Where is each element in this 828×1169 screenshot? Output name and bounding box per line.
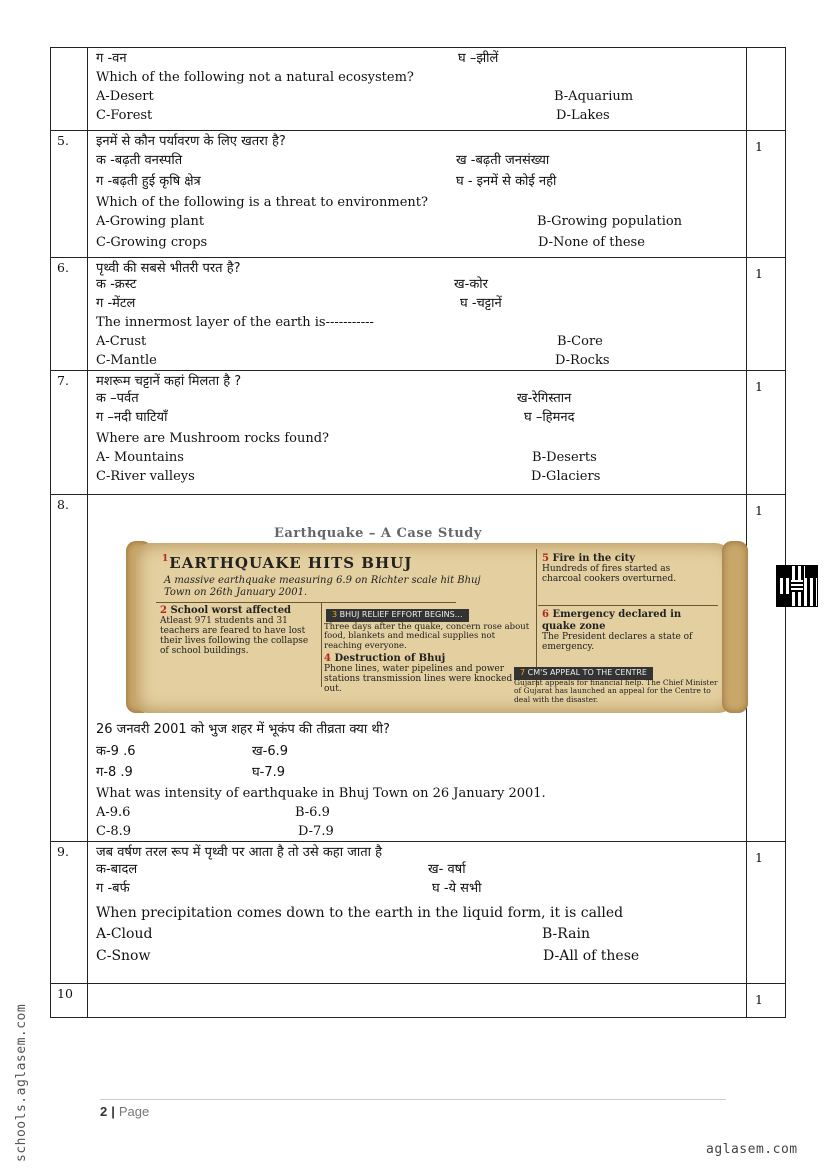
table-row-q9	[51, 842, 786, 984]
question-text-en: When precipitation comes down to the earth in the liquid form, it is called	[96, 905, 624, 921]
scroll-roll-right	[722, 541, 748, 713]
question-body-q5	[88, 131, 747, 258]
option-hi-a: क-बादल	[96, 862, 138, 877]
option-hi-c: ग –नदी घाटियाँ	[96, 410, 168, 425]
question-number: 9.	[51, 842, 88, 984]
option-en-c: C-River valleys	[96, 469, 195, 484]
option-hi-a: क –पर्वत	[96, 391, 139, 406]
option-en-b: B-Deserts	[532, 450, 597, 465]
question-text-hi: पृथ्वी की सबसे भीतरी परत है?	[96, 261, 241, 276]
figure-title: Earthquake – A Case Study	[274, 526, 482, 541]
question-text-hi: इनमें से कौन पर्यावरण के लिए खतरा है?	[96, 134, 286, 149]
option-en-b: B-6.9	[295, 805, 330, 820]
option-hi-c: ग -मेंटल	[96, 296, 136, 311]
box-relief-strip: 3 BHUJ RELIEF EFFORT BEGINS…	[326, 609, 469, 622]
option-hi-b: ख -बढ़ती जनसंख्या	[456, 153, 550, 168]
question-text-en: Which of the following is a threat to environment?	[96, 195, 428, 210]
question-number-cell	[51, 48, 88, 131]
option-en-a: A-9.6	[96, 805, 131, 820]
option-hi-d: घ -ये सभी	[432, 881, 482, 896]
figure-headline	[162, 553, 412, 573]
box-relief-text: Three days after the quake, concern rose about food, blankets and medical supplies not reaching everyone.	[324, 622, 530, 651]
option-hi-c: ग -बर्फ	[96, 881, 130, 896]
box-fire: 5 Fire in the city Hundreds of fires started as charcoal cookers overturned.	[542, 553, 677, 584]
option-hi-d: घ - इनमें से कोई नही	[456, 174, 557, 189]
question-body-q9	[88, 842, 747, 984]
question-text-hi: 26 जनवरी 2001 को भुज शहर में भूकंप की तीव्रता क्या थी?	[96, 722, 390, 737]
question-text-hi: मशरूम चट्टानें कहां मिलता है ?	[96, 374, 242, 389]
option-hi-c: ग -वन	[96, 51, 127, 66]
option-en-d: D-None of these	[538, 235, 645, 250]
marks: 1	[747, 495, 786, 842]
option-en-a: A-Desert	[96, 89, 154, 104]
question-table	[50, 47, 786, 1018]
box-destruction: 4 Destruction of Bhuj Phone lines, water pipelines and power stations transmission lines were knocked out.	[324, 653, 513, 694]
table-row-q5	[51, 131, 786, 258]
question-body-q10	[88, 984, 747, 1018]
option-en-b: B-Core	[557, 334, 603, 349]
table-row-q7	[51, 371, 786, 495]
question-text-en: Where are Mushroom rocks found?	[96, 431, 329, 446]
question-number: 8.	[51, 495, 88, 842]
option-en-b: B-Growing population	[537, 214, 683, 229]
figure-divider	[156, 602, 456, 603]
option-en-a: A-Crust	[96, 334, 147, 349]
question-body-q8	[88, 495, 747, 842]
option-en-c: C-Forest	[96, 108, 153, 123]
marks: 1	[747, 131, 786, 258]
option-en-d: D-All of these	[543, 948, 640, 964]
headline-text: EARTHQUAKE HITS BHUJ	[169, 554, 413, 572]
page-footer	[100, 1104, 149, 1119]
option-en-c: C-8.9	[96, 824, 132, 839]
option-en-d: D-Lakes	[556, 108, 610, 123]
option-hi-d: घ -चट्टानें	[460, 296, 502, 311]
marks: 1	[747, 984, 786, 1018]
option-en-a: A-Cloud	[96, 926, 153, 942]
headline-number: 1	[162, 554, 170, 564]
option-hi-b: ख-6.9	[252, 744, 288, 759]
box-school-affected: 2 School worst affected Atleast 971 students and 31 teachers are feared to have lost their lives following the collapse of school buildings.	[160, 605, 309, 656]
option-en-a: A- Mountains	[96, 450, 184, 465]
question-text-hi: जब वर्षण तरल रूप में पृथ्वी पर आता है तो उसे कहा जाता है	[96, 845, 383, 860]
option-en-b: B-Aquarium	[554, 89, 634, 104]
footer-separator: |	[111, 1104, 115, 1119]
table-row-q10	[51, 984, 786, 1018]
option-hi-d: घ –हिमनद	[524, 410, 575, 425]
marks: 1	[747, 371, 786, 495]
box-cm-appeal-text: Gujarat appeals for financial help. The Chief Minister of Gujarat has launched an appeal for the Centre to deal with the disaster.	[514, 678, 718, 704]
side-watermark: schools.aglasem.com	[14, 1003, 29, 1162]
option-en-a: A-Growing plant	[96, 214, 205, 229]
marks: 1	[747, 842, 786, 984]
table-row-q6	[51, 258, 786, 371]
footer-rule	[100, 1099, 726, 1100]
figure-subhead: A massive earthquake measuring 6.9 on Richter scale hit Bhuj Town on 26th January 2001.	[164, 575, 481, 598]
page-number: 2	[100, 1104, 108, 1119]
question-body-q6	[88, 258, 747, 371]
option-en-d: D-Glaciers	[531, 469, 601, 484]
figure-divider	[321, 603, 322, 687]
question-number: 10	[51, 984, 88, 1018]
option-hi-b: ख-रेगिस्तान	[517, 391, 572, 406]
table-row-q8	[51, 495, 786, 842]
option-hi-d: घ-7.9	[252, 765, 286, 780]
option-hi-a: क -क्रस्ट	[96, 277, 137, 292]
option-en-c: C-Snow	[96, 948, 151, 964]
option-en-d: D-7.9	[298, 824, 334, 839]
table-row-q4	[51, 48, 786, 131]
box-cm-appeal-strip: 7 CM'S APPEAL TO THE CENTRE	[514, 667, 653, 680]
question-text-en: The innermost layer of the earth is-----------	[96, 315, 374, 330]
option-en-b: B-Rain	[542, 926, 590, 942]
box-emergency: 6 Emergency declared in quake zone The President declares a state of emergency.	[542, 609, 693, 652]
page-label: Page	[118, 1104, 150, 1119]
earthquake-case-study-figure	[96, 505, 738, 715]
option-hi-c: ग -बढ़ती हुई कृषि क्षेत्र	[96, 174, 201, 189]
question-body-q4	[88, 48, 747, 131]
question-number: 7.	[51, 371, 88, 495]
marks-cell	[747, 48, 786, 131]
question-text-en: Which of the following not a natural ecosystem?	[96, 70, 414, 85]
option-hi-d: घ –झीलें	[458, 51, 499, 66]
option-hi-b: ख-कोर	[454, 277, 488, 292]
marks: 1	[747, 258, 786, 371]
question-number: 6.	[51, 258, 88, 371]
option-en-c: C-Growing crops	[96, 235, 208, 250]
brand-watermark: aglasem.com	[706, 1142, 798, 1157]
figure-divider	[538, 605, 718, 606]
qr-code-icon	[776, 565, 818, 607]
option-en-d: D-Rocks	[555, 353, 610, 368]
option-en-c: C-Mantle	[96, 353, 157, 368]
option-hi-c: ग-8 .9	[96, 765, 133, 780]
question-number: 5.	[51, 131, 88, 258]
option-hi-a: क -बढ़ती वनस्पति	[96, 153, 183, 168]
question-text-en: What was intensity of earthquake in Bhuj Town on 26 January 2001.	[96, 786, 546, 801]
option-hi-b: ख- वर्षा	[428, 862, 466, 877]
option-hi-a: क-9 .6	[96, 744, 136, 759]
question-body-q7	[88, 371, 747, 495]
